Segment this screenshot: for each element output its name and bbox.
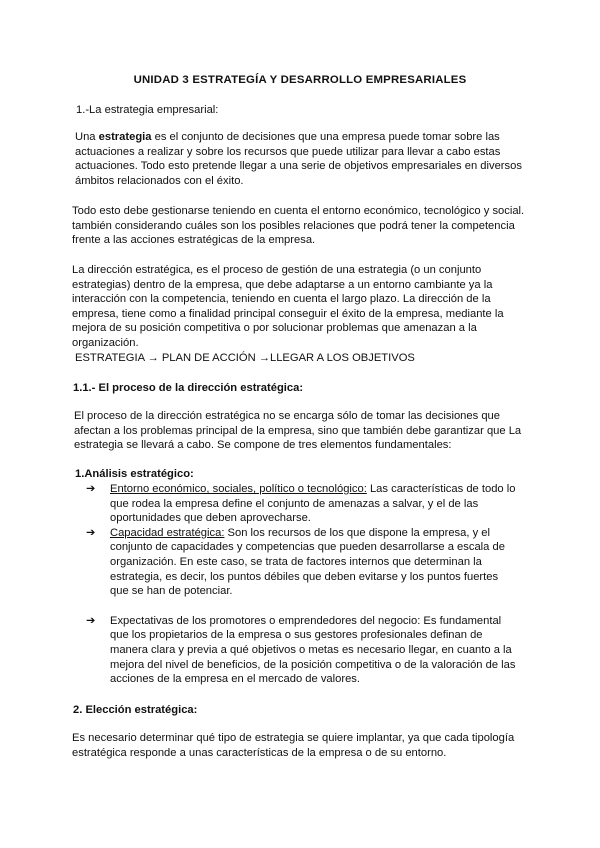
section-heading-estrategia: 1.-La estrategia empresarial: [76,104,219,116]
keyword-estrategia: estrategia [98,131,152,143]
paragraph-election: Es necesario determinar qué tipo de estrategia se quiere implantar, ya que cada tipología estratégica responde a unas características de la empresa o de su entorno. [72,732,515,759]
bullet-lead-entorno: Entorno económico, sociales, político o tecnológico: [110,483,367,495]
bullet-text: Son los recursos de los que dispone la empresa, y el conjunto de capacidades y competencias que pueden desarrollarse a escala de organización. En este caso, se trata de factores internos que determinan la estrategia, es decir, los puntos débiles que deben evitarse y los puntos fuertes que se han de potenciar. [110,526,505,598]
bullet-text: Expectativas de los promotores o emprendedores del negocio: Es fundamental que los propietarios de la empresa o sus gestores profesionales definan de manera clara y previa a qué objetivos o metas es necesario llegar, en cuanto a la mejora del nivel de beneficios, de la posición competitiva o de la valoración de las acciones de la empresa en el mercado de valores. [110,614,516,686]
section-heading-proceso: 1.1.- El proceso de la dirección estratégica: [73,382,304,394]
paragraph-process: El proceso de la dirección estratégica no se encarga sólo de tomar las decisiones que afectan a los problemas principal de la empresa, sino que también debe garantizar que La estrategia se llevará a cabo. Se compone de tres elementos fundamentales: [74,410,522,452]
list-item [86,526,518,599]
paragraph-definition-pre: Una [75,131,99,143]
list-item [86,482,518,526]
strategy-formula: ESTRATEGIA → PLAN DE ACCIÓN →LLEGAR A LOS OBJETIVOS [75,352,415,364]
section-heading-analisis: 1.Análisis estratégico: [75,468,194,480]
analysis-bullet-list [86,482,518,687]
paragraph-environment: Todo esto debe gestionarse teniendo en cuenta el entorno económico, tecnológico y social. también considerando cuáles son los posibles relaciones que podrá tener la competencia frente a las acciones estratégicas de la empresa. [72,205,525,247]
arrow-bullet-icon: ➔ [86,483,96,495]
document-title: UNIDAD 3 ESTRATEGÍA Y DESARROLLO EMPRESARIALES [133,74,467,86]
paragraph-strategic-direction: La dirección estratégica, es el proceso de gestión de una estrategia (o un conjunto estrategias) dentro de la empresa, que debe adaptarse a un entorno cambiante ya la interacción con la competencia, teniendo en cuenta el largo plazo. La dirección de la empresa, tiene como a finalidad principal conseguir el éxito de la empresa, mediante la mejora de su posición competitiva o por solucionar problemas que amenazan a la organización. [72,264,504,349]
arrow-bullet-icon: ➔ [86,526,96,539]
bullet-lead-capacidad: Capacidad estratégica: [110,526,225,539]
section-heading-eleccion: 2. Elección estratégica: [73,704,198,716]
list-item [86,614,518,687]
arrow-bullet-icon: ➔ [86,614,96,627]
paragraph-definition-post: es el conjunto de decisiones que una empresa puede tomar sobre las actuaciones a realizar y sobre los recursos que puede utilizar para llevar a cabo estas actuaciones. Todo esto pretende llegar a una serie de objetivos empresariales en diversos ámbitos relacionados con el éxito. [75,131,522,187]
paragraph-definition [75,130,535,188]
bullet-text: Las características de todo lo que rodea la empresa define el conjunto de amenazas a salvar, y el de las oportunidades que deben aprovecharse. [110,483,516,525]
